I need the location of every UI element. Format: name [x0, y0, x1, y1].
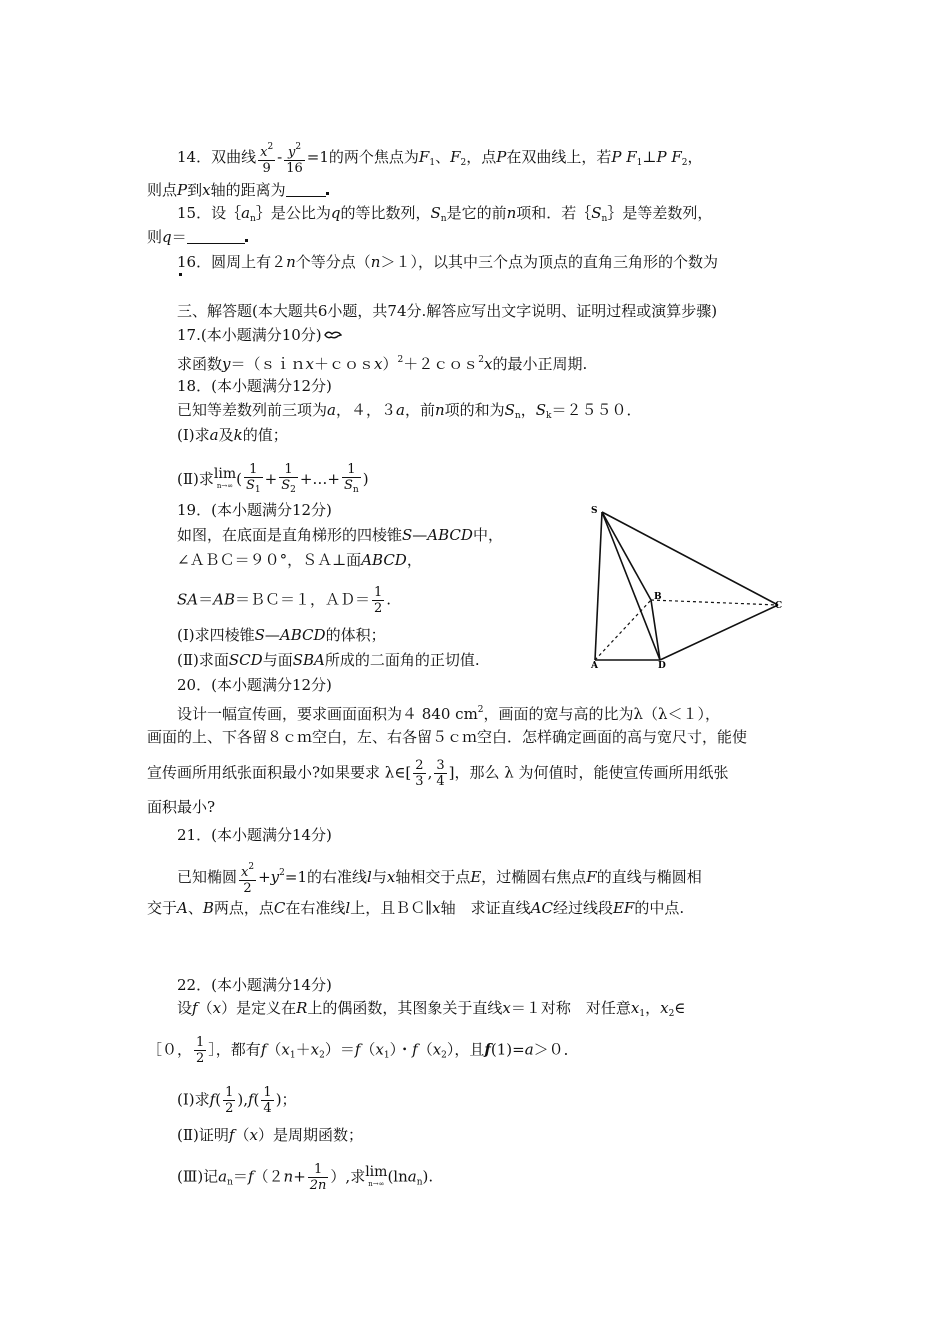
bird-icon [324, 329, 342, 341]
fraction-1-S2: $\frac{1}{S_2}$ [281, 462, 296, 495]
period-dot [245, 239, 248, 242]
q19-heading: 19．(本小题满分12分) [177, 501, 332, 519]
q19-line2: ∠ＡＢＣ＝９０°，ＳＡ⊥面ABCD， [177, 551, 422, 569]
q20-line2: 画面的上、下各留８ｃｍ空白，左、右各留５ｃｍ空白．怎样确定画面的高与宽尺寸，能使 [147, 728, 748, 746]
q18-part2: (Ⅱ)求 lim n→∞ ( $\frac{1}{S_1}$ + $\frac{1}{S_2}$ +…+ $\frac{1}{S_n}$ ) [177, 462, 369, 498]
label-S: S [591, 506, 598, 516]
limit-operator: lim n→∞ [213, 466, 237, 490]
fraction-2-3: $\frac{2}{3}$ [415, 758, 424, 789]
q17-body: 求函数y＝（ｓｉｎx＋ｃｏｓx）$^2$＋２ｃｏｓ$^2$x的最小正周期. [177, 355, 588, 373]
fraction-y2-16: $\frac{y^2}{16}$ [286, 142, 303, 176]
q21-line1: 已知椭圆 $\frac{x^2}{2}$ $+y^2=1$的右准线l与x轴相交于点E，过椭圆右焦点F的直线与椭圆相 [177, 862, 702, 896]
fraction-1-2n: $\frac{1}{2n}$ [309, 1162, 327, 1193]
edge-AB-hidden [595, 600, 651, 660]
answer-blank-15[interactable] [187, 243, 245, 244]
q14-line1: 14．双曲线 $\frac{x^2}{9}$ - $\frac{y^2}{16}$ =1的两个焦点为$F_1$、$F_2$，点P在双曲线上，若P $F_1\perp P$ $F_2$， [177, 142, 703, 176]
q21-heading: 21．(本小题满分14分) [177, 826, 332, 844]
edge-SD [602, 512, 660, 660]
fraction-1-2-arg: $\frac{1}{2}$ [225, 1085, 234, 1116]
q16-line1: 16．圆周上有２n个等分点（n＞１），以其中三个点为顶点的直角三角形的个数为 [177, 253, 718, 271]
q19-line3: SA＝AB＝ＢＣ＝１，ＡＤ＝ $\frac{1}{2}$ . [177, 585, 392, 616]
q18-heading: 18．(本小题满分12分) [177, 377, 332, 395]
fraction-3-4: $\frac{3}{4}$ [436, 758, 445, 789]
fraction-x2-2: $\frac{x^2}{2}$ [241, 862, 255, 896]
q15-line2: 则q＝ [147, 227, 248, 247]
q19-part2: (Ⅱ)求面SCD与面SBA所成的二面角的正切值. [177, 651, 480, 669]
limit-operator-2: lim n→∞ [365, 1163, 388, 1188]
q22-part2: (Ⅱ)证明f（x）是周期函数； [177, 1126, 363, 1144]
q20-heading: 20．(本小题满分12分) [177, 676, 332, 694]
q22-heading: 22．(本小题满分14分) [177, 976, 332, 994]
answer-blank-14[interactable] [286, 196, 326, 197]
fraction-1-4-arg: $\frac{1}{4}$ [263, 1085, 272, 1116]
q14-line2: 则点P到x轴的距离为 [147, 180, 329, 200]
q18-part1: (Ⅰ)求a及k的值； [177, 426, 288, 444]
fraction-1-S1: $\frac{1}{S_1}$ [246, 462, 261, 495]
q19-line1: 如图，在底面是直角梯形的四棱锥S—ABCD中， [177, 526, 503, 544]
edge-BD [651, 600, 660, 660]
q15-line1: 15．设$\{a_n\}$是公比为q的等比数列，$S_n$是它的前n项和．若$\{S_n\}$是等差数列， [177, 204, 713, 224]
edge-BC-hidden [651, 600, 778, 605]
fraction-1-Sn: $\frac{1}{S_n}$ [344, 462, 359, 495]
answer-blank-16-marker[interactable] [179, 273, 182, 276]
period-dot [326, 192, 329, 195]
label-A: A [591, 661, 598, 671]
q17-heading: 17.(本小题满分10分) [177, 325, 342, 345]
q22-line1: 设f（x）是定义在R上的偶函数，其图象关于直线x＝１对称 对任意$x_1$，$x_2\in$ [177, 999, 686, 1019]
pyramid-figure [583, 500, 803, 685]
label-D: D [658, 661, 666, 671]
section-3-heading: 三、解答题(本大题共6小题，共74分.解答应写出文字说明、证明过程或演算步骤) [177, 302, 718, 320]
edge-SA [595, 512, 602, 660]
q22-part3: (Ⅲ)记$a_n=f(2n+$ $\frac{1}{2n}$ ）,求 lim n→∞ (lna$_n$). [177, 1162, 434, 1193]
label-C: C [775, 601, 783, 611]
q20-line3: 宣传画所用纸张面积最小?如果要求 λ∈[ $\frac{2}{3}$ , $\frac{3}{4}$ ]，那么 λ 为何值时，能使宣传画所用纸张 [147, 758, 729, 789]
q18-body: 已知等差数列前三项为a，４，３a，前n项的和为$S_n$，$S_k=2550$． [177, 401, 642, 421]
label-B: B [654, 592, 662, 602]
q22-line2: ［０， $\frac{1}{2}$ ］，都有$f(x_1+x_2)=f(x_1)$・$f(x_2)$，且f(1)=a＞０． [147, 1035, 579, 1066]
q21-line2: 交于A、B两点，点C在右准线l上，且ＢＣ∥x轴 求证直线AC经过线段EF的中点. [147, 899, 685, 917]
q19-part1: (Ⅰ)求四棱锥S—ABCD的体积； [177, 626, 386, 644]
edge-DC [660, 605, 778, 660]
fraction-x2-9: $\frac{x^2}{9}$ [260, 142, 274, 176]
q20-line4: 面积最小? [147, 798, 216, 816]
fraction-one-half-2: $\frac{1}{2}$ [196, 1035, 205, 1066]
q22-part1: (Ⅰ)求f( $\frac{1}{2}$ ),f( $\frac{1}{4}$ )； [177, 1085, 297, 1116]
q20-line1: 设计一幅宣传画，要求画面面积为４ 840 $cm^2$，画面的宽与高的比为λ（λ＜１）， [177, 705, 721, 723]
fraction-one-half: $\frac{1}{2}$ [374, 585, 383, 616]
